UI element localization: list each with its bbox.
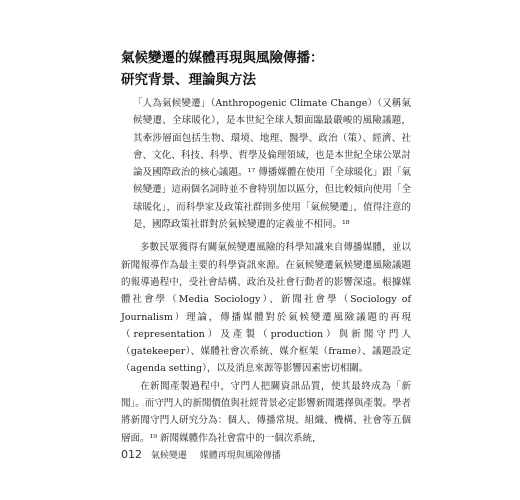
paragraph-2: 多數民眾獲得有關氣候變遷風險的科學知識來自傳播媒體，並以新聞報導作為最主要的科學資訊來源。在氣候變遷氣候變遷風險議題的報導過程中，受社會結構、政治及社會行動者的影響深遠。根據媒體社會學（Media Sociology）、新聞社會學（Sociology of Journalism）理論，傳播媒體對於氣候變遷風險議題的再現（representation）及產製（production）與新聞守門人（gatekeeper）、媒體社會次系統、媒介框架（frame）、議題設定（agenda setting），以及消息來源等影響因素密切相關。 — [121, 242, 411, 375]
running-chapter-title: 媒體再現與風險傳播 — [199, 451, 281, 461]
heading-line-1: 氣候變遷的媒體再現與風險傳播： — [121, 50, 324, 66]
body-text — [121, 95, 411, 447]
running-book-title: 氣候變遷 — [150, 451, 187, 461]
paragraph-3: 在新聞產製過程中，守門人把關資訊品質，使其最終成為「新聞」。而守門人的新聞價值與社經背景必定影響新聞選擇與產製。學者將新聞守門人研究分為：個人、傳播常規、組織、機構、社會等五個層面。¹⁹ 新聞媒體作為社會當中的一個次系統， — [121, 380, 411, 444]
heading-line-2: 研究背景、理論與方法 — [121, 72, 256, 88]
chapter-heading — [121, 47, 441, 91]
page-footer — [121, 448, 421, 461]
page-number: 012 — [121, 448, 142, 461]
paragraph-1: 「人為氣候變遷」（Anthropogenic Climate Change）（又稱氣候變遷、全球暖化），是本世紀全球人類面臨最嚴峻的風險議題，其牽涉層面包括生物、環境、地理、醫學、政治（策）、經濟、社會、文化、科技、科學、哲學及倫理領域，也是本世紀全球公眾討論及國際政治的核心議題。¹⁷ 傳播媒體在使用「全球暖化」跟「氣候變遷」這兩個名詞時並不會特別加以區分，但比較傾向使用「全球暖化」，而科學家及政策社群則多使用「氣候變遷」，值得注意的是，國際政策社群對於氣候變遷的定義並不相同。¹⁸ — [133, 98, 411, 231]
